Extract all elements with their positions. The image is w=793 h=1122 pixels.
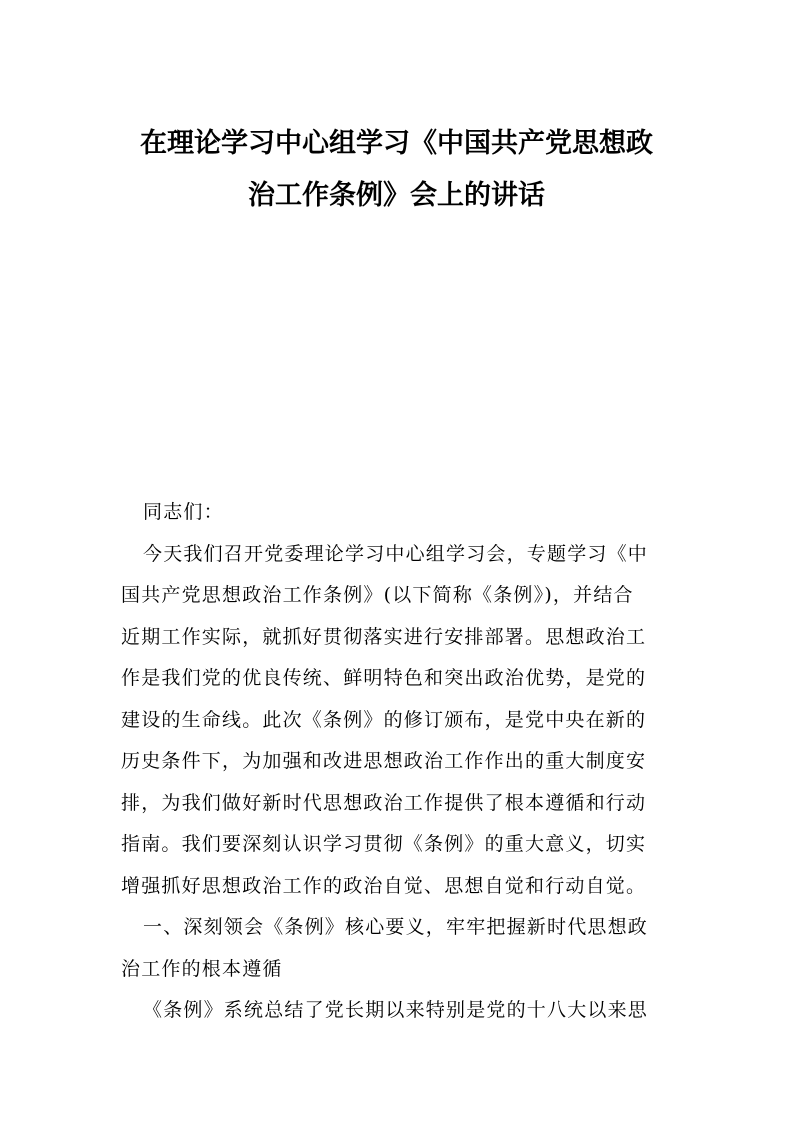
- paragraph-line: 近期工作实际，就抓好贯彻落实进行安排部署。思想政治工: [121, 625, 647, 648]
- heading-line: 治工作的根本遵循: [121, 957, 283, 980]
- paragraph-line: 今天我们召开党委理论学习中心组学习会，专题学习《中: [143, 542, 649, 565]
- paragraph-section-1: [121, 990, 675, 1032]
- section-heading-1: [121, 907, 675, 990]
- heading-line: 一、深刻领会《条例》核心要义，牢牢把握新时代思想政: [143, 916, 649, 938]
- paragraph-line: 历史条件下，为加强和改进思想政治工作作出的重大制度安: [121, 750, 647, 772]
- paragraph-line: 指南。我们要深刻认识学习贯彻《条例》的重大意义，切实: [121, 833, 647, 855]
- paragraph-line: 建设的生命线。此次《条例》的修订颁布，是党中央在新的: [121, 708, 647, 731]
- paragraph-line: 作是我们党的优良传统、鲜明特色和突出政治优势，是党的: [121, 667, 647, 689]
- title-line: 治工作条例》会上的讲话: [248, 180, 545, 211]
- document-title: [100, 118, 693, 222]
- paragraph-line: 国共产党思想政治工作条例》(以下简称《条例》)，并结合: [121, 584, 634, 606]
- paragraph-line: 增强抓好思想政治工作的政治自觉、思想自觉和行动自觉。: [121, 874, 647, 897]
- paragraph-line: 《条例》系统总结了党长期以来特别是党的十八大以来思: [143, 999, 649, 1021]
- document-body: [121, 492, 675, 1032]
- paragraph-intro: [121, 534, 675, 908]
- title-line: 在理论学习中心组学习《中国共产党思想政: [140, 128, 653, 159]
- salutation: 同志们：: [143, 501, 224, 523]
- paragraph-line: 排，为我们做好新时代思想政治工作提供了根本遵循和行动: [121, 791, 647, 814]
